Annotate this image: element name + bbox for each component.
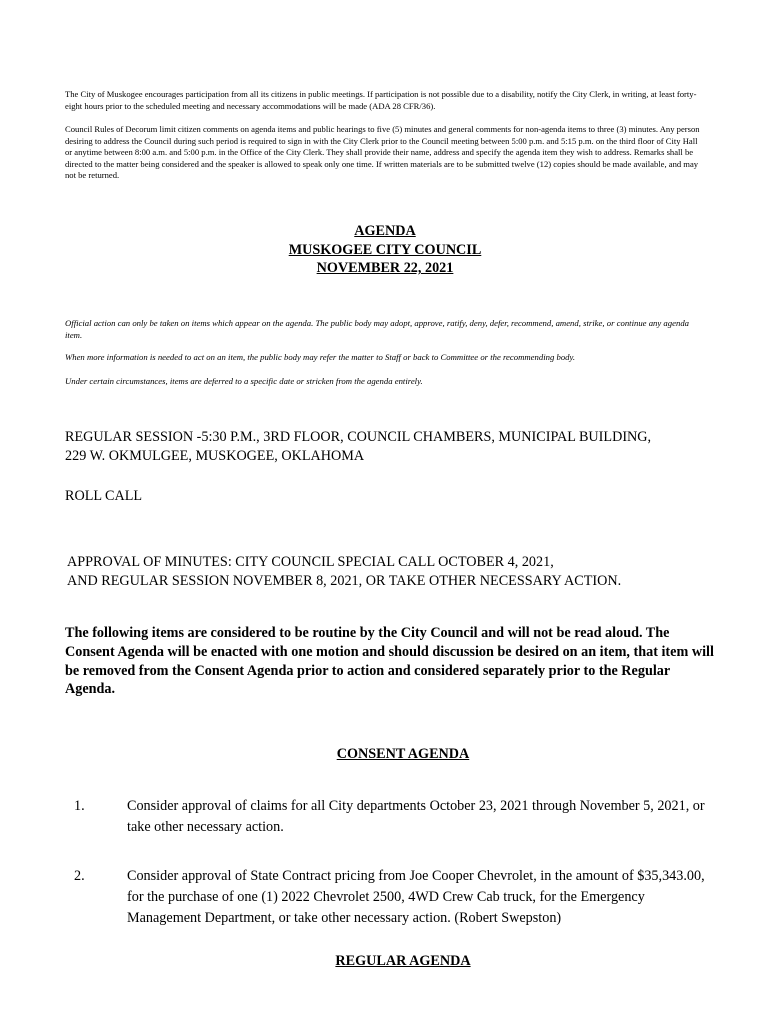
council-name: MUSKOGEE CITY COUNCIL bbox=[288, 241, 482, 258]
roll-call: ROLL CALL bbox=[65, 488, 143, 504]
agenda-title: AGENDA bbox=[354, 223, 416, 239]
item-text: Consider approval of State Contract pricing from Joe Cooper Chevrolet, in the amount of $35,343.00, for the purchase of one (1) 2022 Chevrolet 2500, 4WD Crew Cab truck, for the Emergency Management Department, or take other necessary action. (Robert Swepston) bbox=[127, 868, 705, 926]
minutes-line-1: APPROVAL OF MINUTES: CITY COUNCIL SPECIAL CALL OCTOBER 4, 2021, bbox=[67, 554, 554, 570]
minutes-line-2: AND REGULAR SESSION NOVEMBER 8, 2021, OR TAKE OTHER NECESSARY ACTION. bbox=[67, 573, 622, 589]
deferred-items-note: Under certain circumstances, items are deferred to a specific date or stricken from the agenda entirely. bbox=[65, 376, 423, 386]
consent-agenda-intro: The following items are considered to be routine by the City Council and will not be read aloud. The Consent Agenda will be enacted with one motion and should discussion be desired on an item, that item will be removed from the Consent Agenda prior to action and considered separately prior to the Regular Agenda. bbox=[65, 625, 714, 698]
item-number: 1. bbox=[74, 798, 85, 814]
official-action-note: Official action can only be taken on items which appear on the agenda. The public body may adopt, approve, ratify, deny, defer, recommend, amend, strike, or continue any agenda item. bbox=[65, 318, 690, 340]
consent-agenda-heading: CONSENT AGENDA bbox=[336, 746, 470, 762]
meeting-date: NOVEMBER 22, 2021 bbox=[316, 260, 454, 276]
item-text: Consider approval of claims for all City departments October 23, 2021 through November 5, 2021, or take other necessary action. bbox=[127, 798, 705, 835]
more-information-note: When more information is needed to act on an item, the public body may refer the matter to Staff or back to Committee or the recommending body. bbox=[65, 352, 576, 362]
regular-agenda-heading: REGULAR AGENDA bbox=[335, 953, 471, 969]
session-line-2: 229 W. OKMULGEE, MUSKOGEE, OKLAHOMA bbox=[65, 448, 365, 464]
session-info bbox=[65, 428, 725, 466]
item-number: 2. bbox=[74, 868, 85, 884]
decorum-notice: Council Rules of Decorum limit citizen comments on agenda items and public hearings to five (5) minutes and general comments for non-agenda items to three (3) minutes. Any person desiring to address the Council during such period is required to sign in with the City Clerk prior to the Council meeting between 5:00 p.m. and 5:15 p.m. on the third floor of City Hall or anytime between 8:00 a.m. and 5:00 p.m. in the Office of the City Clerk. They shall provide their name, address and specify the agenda item they wish to address. Remarks shall be directed to the matter being considered and the speaker is allowed to speak only one time. If written materials are to be submitted twelve (12) copies should be made available, and may not be returned. bbox=[65, 124, 700, 180]
accessibility-notice: The City of Muskogee encourages participation from all its citizens in public meetings. If participation is not possible due to a disability, notify the City Clerk, in writing, at least forty-eight hours prior to the scheduled meeting and necessary accommodations will be made (ADA 28 CFR/36). bbox=[65, 89, 697, 111]
session-line-1: REGULAR SESSION -5:30 P.M., 3RD FLOOR, COUNCIL CHAMBERS, MUNICIPAL BUILDING, bbox=[65, 429, 652, 445]
approval-of-minutes bbox=[67, 553, 727, 591]
agenda-title-block bbox=[0, 222, 770, 278]
